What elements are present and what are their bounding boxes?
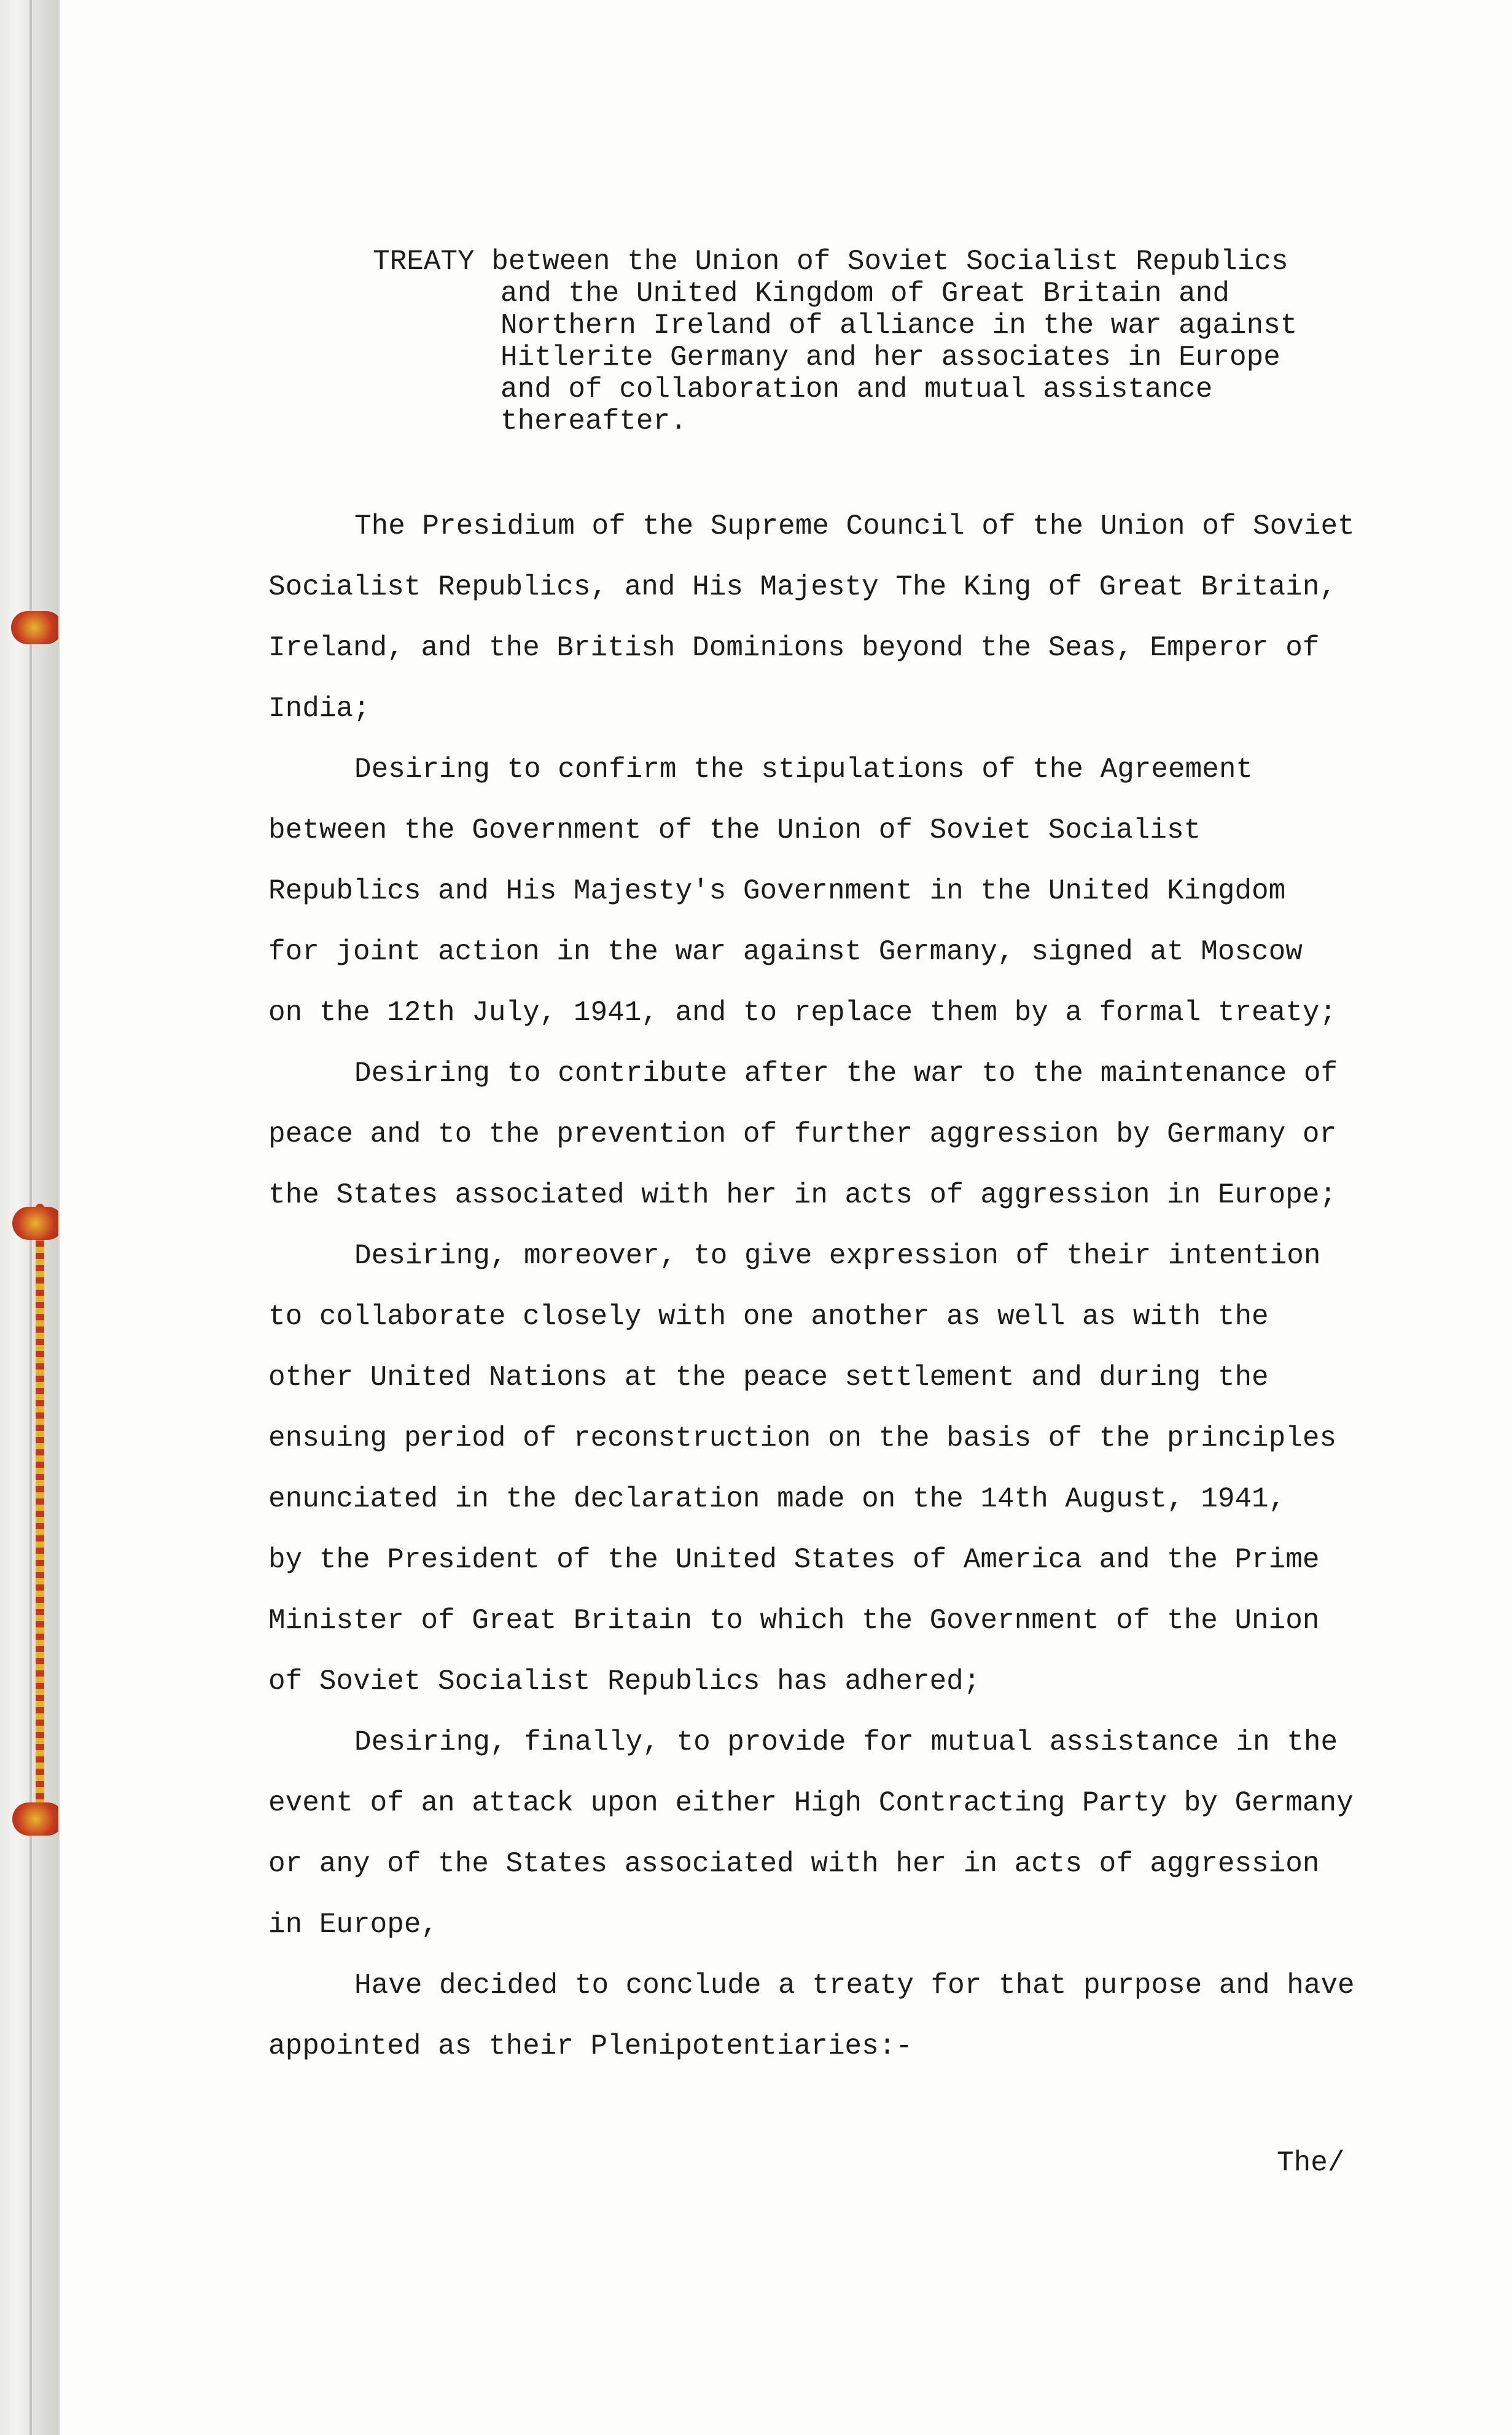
- binding-cord: [36, 1204, 44, 1824]
- text-line: Desiring, moreover, to give expression of their intention: [354, 1240, 1321, 1272]
- text-line: for joint action in the war against Germany, signed at Moscow: [268, 936, 1303, 968]
- treaty-preamble: [268, 496, 1512, 2077]
- document-page: [58, 0, 1512, 2435]
- text-line: Desiring, finally, to provide for mutual assistance in the: [354, 1726, 1338, 1758]
- text-line: Have decided to conclude a treaty for that purpose and have: [354, 1969, 1355, 2001]
- treaty-heading: [373, 246, 1454, 437]
- heading-line: and of collaboration and mutual assistance: [501, 373, 1213, 405]
- text-line: Desiring to contribute after the war to the maintenance of: [354, 1058, 1338, 1089]
- text-line: peace and to the prevention of further aggression by Germany or: [268, 1118, 1337, 1150]
- text-line: between the Government of the Union of Soviet Socialist: [268, 814, 1201, 846]
- text-line: by the President of the United States of America and the Prime: [268, 1544, 1320, 1576]
- text-line: India;: [268, 693, 370, 725]
- text-line: in Europe,: [268, 1909, 438, 1941]
- heading-line: Hitlerite Germany and her associates in Europe: [501, 341, 1280, 373]
- cord-knot: [12, 1207, 64, 1240]
- text-line: Ireland, and the British Dominions beyond the Seas, Emperor of: [268, 632, 1320, 664]
- text-line: to collaborate closely with one another as well as with the: [268, 1301, 1269, 1333]
- text-line: of Soviet Socialist Republics has adhered;: [268, 1666, 981, 1697]
- text-line: Desiring to confirm the stipulations of the Agreement: [354, 754, 1253, 785]
- text-line: The Presidium of the Supreme Council of the Union of Soviet: [354, 510, 1355, 542]
- heading-line: and the United Kingdom of Great Britain and: [501, 278, 1229, 310]
- heading-line: TREATY between the Union of Soviet Socialist Republics: [373, 246, 1288, 278]
- text-line: appointed as their Plenipotentiaries:-: [268, 2030, 913, 2062]
- text-line: Minister of Great Britain to which the Government of the Union: [268, 1605, 1320, 1637]
- cord-knot: [12, 1802, 64, 1836]
- text-line: or any of the States associated with her in acts of aggression: [268, 1848, 1320, 1880]
- text-line: Republics and His Majesty's Government in the United Kingdom: [268, 875, 1286, 907]
- heading-line: thereafter.: [501, 405, 687, 437]
- heading-line: Northern Ireland of alliance in the war against: [501, 310, 1298, 341]
- catchword: The/: [1277, 2147, 1345, 2179]
- text-line: other United Nations at the peace settlement and during the: [268, 1362, 1269, 1393]
- text-line: ensuing period of reconstruction on the basis of the principles: [268, 1422, 1337, 1454]
- text-line: on the 12th July, 1941, and to replace them by a formal treaty;: [268, 997, 1337, 1029]
- cord-knot: [11, 611, 63, 644]
- text-line: the States associated with her in acts of aggression in Europe;: [268, 1179, 1337, 1211]
- text-line: enunciated in the declaration made on the 14th August, 1941,: [268, 1483, 1286, 1515]
- text-line: event of an attack upon either High Contracting Party by Germany: [268, 1787, 1354, 1819]
- text-line: Socialist Republics, and His Majesty The King of Great Britain,: [268, 571, 1337, 603]
